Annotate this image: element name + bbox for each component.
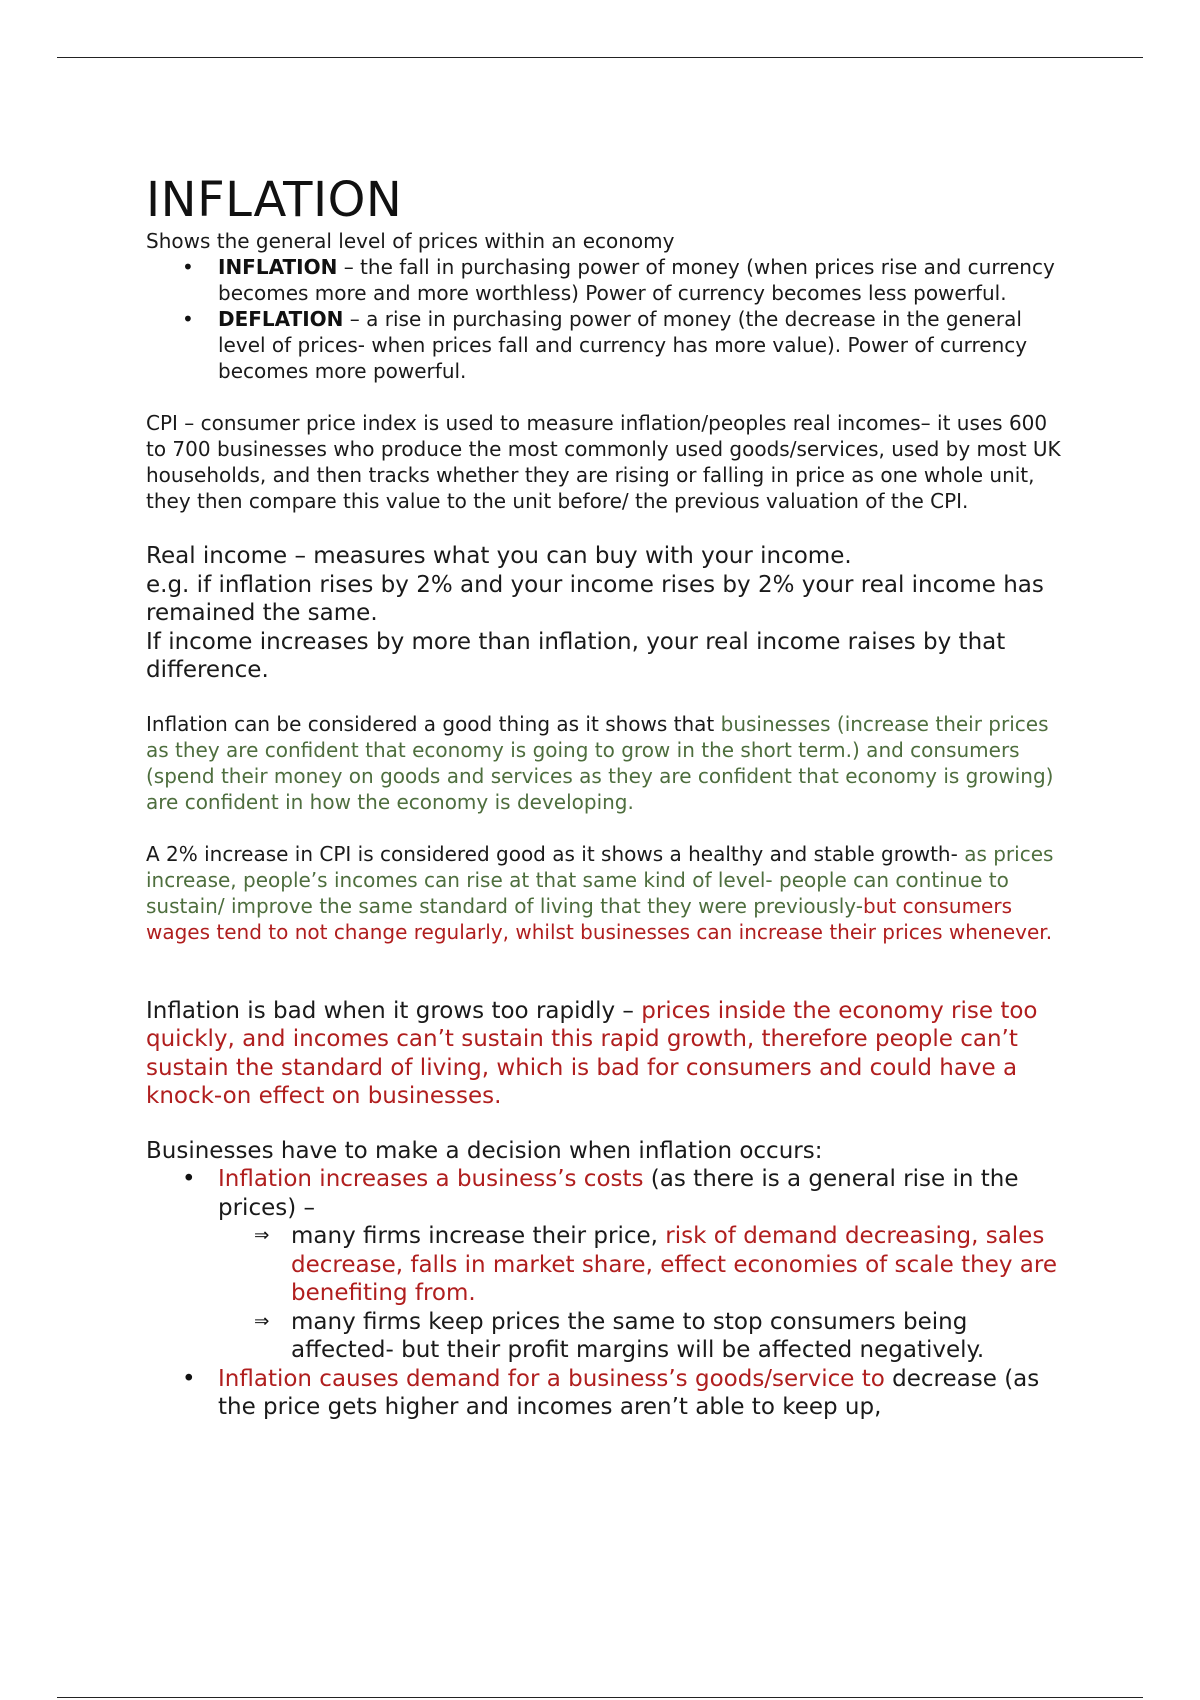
lead-text: A 2% increase in CPI is considered good as it shows a healthy and stable growth-	[146, 841, 965, 866]
red-text: Inflation increases a business’s costs	[218, 1166, 644, 1192]
item-text: many firms increase their price,	[291, 1223, 666, 1249]
red-text: Inflation causes demand for a business’s goods/service to	[218, 1365, 885, 1392]
cpi-paragraph: CPI – consumer price index is used to measure inflation/peoples real incomes– it uses 600 to 700 businesses who produce the most commonly used goods/services, used by most UK households, and then tracks whether they are rising or falling in price as one whole unit, they then compare this value to the unit before/ the previous valuation of the CPI.	[146, 411, 1061, 513]
green-text: businesses (increase their prices as they are confident that economy is going to grow in the short term.) and consumers (spend their money on goods and services as they are confident that economy is growing) are confident in how the economy is developing.	[146, 711, 1054, 814]
item-text: (as there is a general rise in the prices) –	[218, 1166, 1019, 1221]
document-page	[146, 172, 1066, 1422]
decision-subitem-keep-price	[146, 1308, 1066, 1365]
red-text: risk of demand decreasing, sales decrease, falls in market share, effect economies of scale they are benefiting from.	[291, 1223, 1057, 1306]
decision-item-demand	[146, 1365, 1066, 1422]
decision-item-costs	[146, 1165, 1066, 1222]
term: DEFLATION	[218, 307, 344, 331]
item-text: decrease (as the price gets higher and incomes aren’t able to keep up,	[218, 1365, 1040, 1420]
definition-inflation	[146, 254, 1066, 306]
two-percent-paragraph	[146, 841, 1066, 945]
red-text: prices inside the economy rise too quickly, and incomes can’t sustain this rapid growth, therefore people can’t sustain the standard of living, which is bad for consumers and could have a knock-on effect on businesses.	[146, 997, 1038, 1109]
item-text: many firms keep prices the same to stop consumers being affected- but their profit margins will be affected negatively.	[291, 1308, 985, 1363]
good-inflation-paragraph	[146, 711, 1066, 815]
definition-deflation	[146, 306, 1066, 384]
decision-lead: Businesses have to make a decision when inflation occurs:	[146, 1137, 823, 1164]
definition-text: – the fall in purchasing power of money (when prices rise and currency becomes more and more worthless) Power of currency becomes less powerful.	[218, 255, 1055, 305]
term: INFLATION	[218, 255, 338, 279]
lead-text: Inflation can be considered a good thing as it shows that	[146, 711, 721, 736]
real-income-line-1: Real income – measures what you can buy with your income.	[146, 543, 852, 569]
real-income-line-3: If income increases by more than inflation, your real income raises by that difference.	[146, 628, 1006, 683]
decision-list	[146, 1165, 1066, 1422]
red-text: but consumers wages tend to not change regularly, whilst businesses can increase their prices whenever.	[146, 893, 1053, 944]
real-income-line-2: e.g. if inflation rises by 2% and your income rises by 2% your real income has remained the same.	[146, 571, 1044, 626]
green-text: as prices increase, people’s incomes can rise at that same kind of level- people can continue to sustain/ improve the same standard of living that they were previously-	[146, 841, 1054, 918]
page-title: INFLATION	[146, 172, 403, 228]
footer-rule	[57, 1697, 1143, 1698]
subtitle: Shows the general level of prices within an economy	[146, 229, 675, 253]
definition-text: – a rise in purchasing power of money (the decrease in the general level of prices- when prices fall and currency has more value). Power of currency becomes more powerful.	[218, 307, 1028, 383]
decision-subitem-increase-price	[146, 1222, 1066, 1308]
definition-list	[146, 254, 1066, 384]
lead-text: Inflation is bad when it grows too rapidly –	[146, 997, 642, 1024]
bad-inflation-paragraph	[146, 997, 1066, 1111]
header-rule	[57, 57, 1143, 58]
